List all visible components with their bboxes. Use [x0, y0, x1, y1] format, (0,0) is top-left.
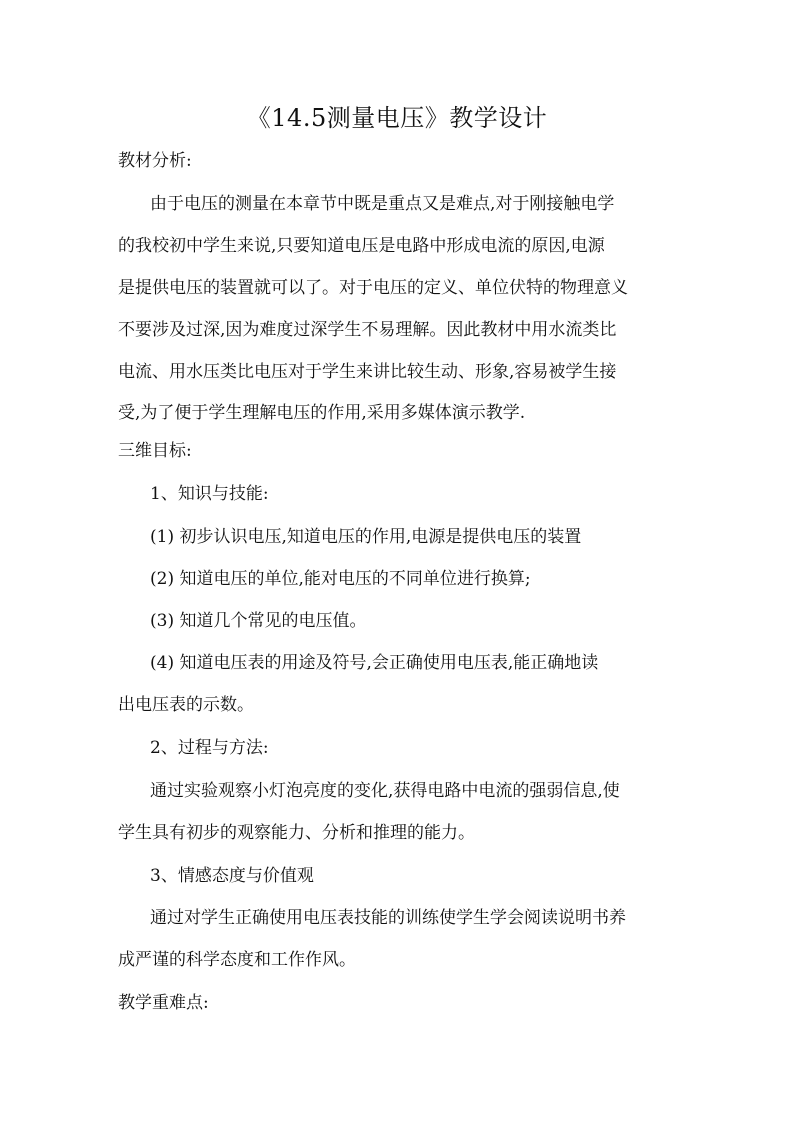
list-item: (4) 知道电压表的用途及符号,会正确使用电压表,能正确地读	[150, 653, 599, 673]
section-heading-key-points: 教学重难点:	[118, 993, 209, 1013]
list-item-continuation: 出电压表的示数。	[118, 695, 254, 715]
paragraph-line: 通过对学生正确使用电压表技能的训练使学生学会阅读说明书养	[150, 908, 626, 928]
subheading-knowledge-skills: 1、知识与技能:	[150, 484, 269, 504]
section-heading-material: 教材分析:	[118, 151, 192, 171]
list-item: (2) 知道电压的单位,能对电压的不同单位进行换算;	[150, 569, 531, 589]
paragraph-line: 通过实验观察小灯泡亮度的变化,获得电路中电流的强弱信息,使	[150, 781, 620, 801]
page-title: 《14.5测量电压》教学设计	[246, 104, 548, 132]
paragraph-line: 电流、用水压类比电压对于学生来讲比较生动、形象,容易被学生接	[118, 362, 617, 382]
paragraph-line: 不要涉及过深,因为难度过深学生不易理解。因此教材中用水流类比	[118, 320, 617, 340]
paragraph-line: 成严谨的科学态度和工作作风。	[118, 950, 356, 970]
paragraph-line: 受,为了便于学生理解电压的作用,采用多媒体演示教学.	[118, 403, 526, 423]
paragraph-line: 的我校初中学生来说,只要知道电压是电路中形成电流的原因,电源	[118, 236, 605, 256]
subheading-attitude-values: 3、情感态度与价值观	[150, 866, 314, 886]
paragraph-line: 由于电压的测量在本章节中既是重点又是难点,对于刚接触电学	[150, 194, 615, 214]
section-heading-goals: 三维目标:	[118, 441, 192, 461]
paragraph-line: 是提供电压的装置就可以了。对于电压的定义、单位伏特的物理意义	[118, 278, 628, 298]
list-item: (1) 初步认识电压,知道电压的作用,电源是提供电压的装置	[150, 527, 582, 547]
paragraph-line: 学生具有初步的观察能力、分析和推理的能力。	[118, 823, 475, 843]
subheading-process-method: 2、过程与方法:	[150, 738, 269, 758]
list-item: (3) 知道几个常见的电压值。	[150, 611, 367, 631]
